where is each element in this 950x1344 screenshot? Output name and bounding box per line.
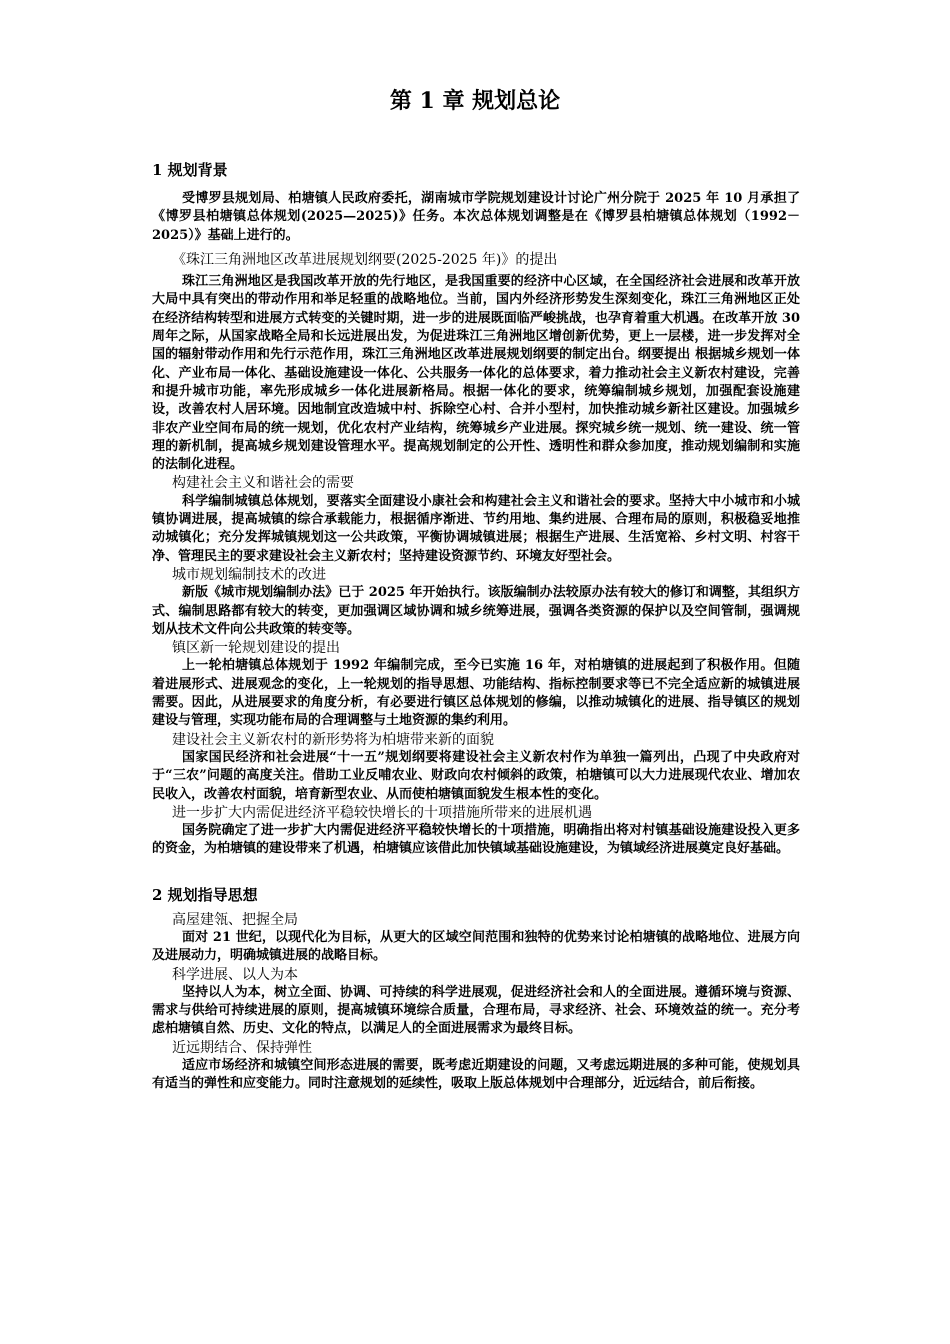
section-title: 2 规划指导思想 xyxy=(152,885,258,904)
subsection-title: 城市规划编制技术的改进 xyxy=(172,566,326,583)
subsection-title: 《珠江三角洲地区改革进展规划纲要(2025-2025 年)》的提出 xyxy=(172,251,558,268)
subsection-title: 构建社会主义和谐社会的需要 xyxy=(172,475,354,492)
subsection-title: 科学进展、以人为本 xyxy=(172,966,298,983)
subsection-title: 镇区新一轮规划建设的提出 xyxy=(172,640,340,657)
subsection-text: 新版《城市规划编制办法》已于 2025 年开始执行。该版编制办法较原办法有较大的修订和调整，其组织方式、编制思路都有较大的转变，更加强调区域协调和城乡统筹进展，强调各类资源的保护以及空间管制，强调规划从技术文件向公共政策的转变等。 xyxy=(152,585,800,637)
subsection-text: 科学编制城镇总体规划，要落实全面建设小康社会和构建社会主义和谐社会的要求。坚持大中小城市和小城镇协调进展，提高城镇的综合承载能力，根据循序渐进、节约用地、集约进展、合理布局的原则，积极稳妥地推动城镇化；充分发挥城镇规划这一公共政策，平衡协调城镇进展；根据生产进展、生活宽裕、乡村文明、村容干净、管理民主的要求建设社会主义新农村；坚持建设资源节约、环境友好型社会。 xyxy=(152,493,800,564)
subsection-title: 近远期结合、保持弹性 xyxy=(172,1039,312,1056)
subsection-title: 高屋建瓴、把握全局 xyxy=(172,911,298,928)
subsection-title: 建设社会主义新农村的新形势将为柏塘带来新的面貌 xyxy=(172,731,494,748)
subsection-text: 国务院确定了进一步扩大内需促进经济平稳较快增长的十项措施，明确指出将对村镇基础设施建设投入更多的资金，为柏塘镇的建设带来了机遇，柏塘镇应该借此加快镇域基础设施建设，为镇域经济进展奠定良好基础。 xyxy=(152,823,800,857)
subsection-text: 适应市场经济和城镇空间形态进展的需要，既考虑近期建设的问题，又考虑远期进展的多种可能，使规划具有适当的弹性和应变能力。同时注意规划的延续性，吸取上版总体规划中合理部分，近远结合，前后衔接。 xyxy=(152,1058,800,1092)
section-intro: 受博罗县规划局、柏塘镇人民政府委托，湖南城市学院规划建设计讨论广州分院于 2025 年 10 月承担了《博罗县柏塘镇总体规划(2025—2025)》任务。本次总体规划调整是在《博罗县柏塘镇总体规划（1992－2025）》基础上进行的。 xyxy=(152,191,800,243)
subsection-text: 面对 21 世纪，以现代化为目标，从更大的区域空间范围和独特的优势来讨论柏塘镇的战略地位、进展方向及进展动力，明确城镇进展的战略目标。 xyxy=(152,929,800,964)
document-body xyxy=(152,160,800,1094)
subsection-text: 珠江三角洲地区是我国改革开放的先行地区，是我国重要的经济中心区域，在全国经济社会进展和改革开放大局中具有突出的带动作用和举足轻重的战略地位。当前，国内外经济形势发生深刻变化，珠江三角洲地区正处在经济结构转型和进展方式转变的关键时期，进一步的进展既面临严峻挑战，也孕育着重大机遇。在改革开放 30 周年之际，从国家战略全局和长远进展出发，为促进珠江三角洲地区增创新优势，更上一层楼，进一步发挥对全国的辐射带动作用和先行示范作用，珠江三角洲地区改革进展规划纲要的制定出台。纲要提出 根据城乡规划一体化、产业布局一体化、基础设施建设一体化、公共服务一体化的总体要求，着力推动社会主义新农村建设，完善和提升城市功能，率先形成城乡一体化进展新格局。根据一体化的要求，统筹编制城乡规划，加强配套设施建设，改善农村人居环境。因地制宜改造城中村、拆除空心村、合并小型村，加快推动城乡新社区建设。加强城乡非农产业空间布局的统一规划，优化农村产业结构，统筹城乡产业进展。探究城乡统一规划、统一建设、统一管理的新机制，提高城乡规划建设管理水平。提高规划制定的公开性、透明性和群众参加度，推动规划编制和实施的法制化进程。 xyxy=(152,274,800,473)
subsection-text: 坚持以人为本，树立全面、协调、可持续的科学进展观，促进经济社会和人的全面进展。遵循环境与资源、需求与供给可持续进展的原则，提高城镇环境综合质量，合理布局，寻求经济、社会、环境效益的统一。充分考虑柏塘镇自然、历史、文化的特点，以满足人的全面进展需求为最终目标。 xyxy=(152,984,800,1037)
subsection-text: 上一轮柏塘镇总体规划于 1992 年编制完成，至今已实施 16 年，对柏塘镇的进展起到了积极作用。但随着进展形式、进展观念的变化，上一轮规划的指导思想、功能结构、指标控制要求等已不完全适应新的城镇进展需要。因此，从进展要求的角度分析，有必要进行镇区总体规划的修编，以推动城镇化的进展、指导镇区的规划建设与管理，实现功能布局的合理调整与土地资源的集约利用。 xyxy=(152,658,800,729)
section-title: 1 规划背景 xyxy=(152,161,228,179)
chapter-title: 第 1 章 规划总论 xyxy=(389,88,561,114)
subsection-text: 国家国民经济和社会进展“十一五”规划纲要将建设社会主义新农村作为单独一篇列出，凸现了中央政府对于“三农”问题的高度关注。借助工业反哺农业、财政向农村倾斜的政策，柏塘镇可以大力进展现代农业、增加农民收入，改善农村面貌，培育新型农业、从而使柏塘镇面貌发生根本性的变化。 xyxy=(152,749,800,802)
subsection-title: 进一步扩大内需促进经济平稳较快增长的十项措施所带来的进展机遇 xyxy=(172,804,592,821)
